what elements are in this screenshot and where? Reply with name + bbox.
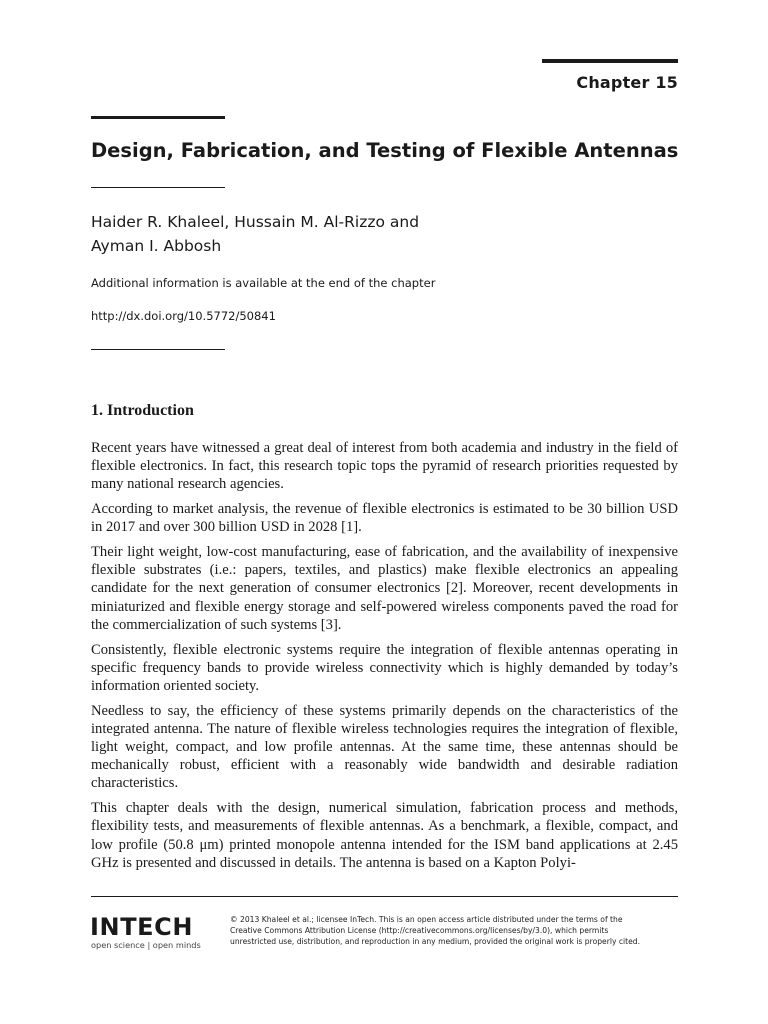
paragraph: Needless to say, the efficiency of these systems primarily depends on the characteristics of the integrated antenna. The nature of flexible wireless technologies requires the integration of flexible, light weight, compact, and low profile antennas. At the same time, these antennas should be mechanically robust, efficient with a reasonably wide bandwidth and desirable radiation characteristics. <box>91 702 678 792</box>
paragraph: Recent years have witnessed a great deal of interest from both academia and industry in the field of flexible electronics. In fact, this research topic tops the pyramid of research priorities requested by many national research agencies. <box>91 440 678 493</box>
intech-logo: INTECH <box>90 913 194 941</box>
paragraph: This chapter deals with the design, numerical simulation, fabrication process and methods, flexibility tests, and measurements of flexible antennas. As a benchmark, a flexible, compact, and low profile (50.8 μm) printed monopole antenna intended for the ISM band applications at 2.45 GHz is presented and discussed in details. The antenna is based on a Kapton Polyi- <box>91 800 678 871</box>
body-text <box>91 439 678 878</box>
title-divider <box>91 187 225 188</box>
paragraph: Their light weight, low-cost manufacturing, ease of fabrication, and the availability of inexpensive flexible substrates (i.e.: papers, textiles, and plastics) make flexible electronics an appealing candidate for the next generation of consumer electronics [2]. Moreover, recent developments in miniaturized and flexible energy storage and self-powered wireless components paved the road for the commercialization of such systems [3]. <box>91 544 678 633</box>
paragraph: According to market analysis, the revenue of flexible electronics is estimated to be 30 billion USD in 2017 and over 300 billion USD in 2028 [1]. <box>91 501 678 536</box>
section-heading: 1. Introduction <box>91 402 194 419</box>
paragraph: Consistently, flexible electronic systems require the integration of flexible antennas operating in specific frequency bands to provide wireless connectivity which is highly demanded by today’s information oriented society. <box>91 641 678 694</box>
author-line: Haider R. Khaleel, Hussain M. Al-Rizzo and <box>91 213 420 231</box>
info-divider <box>91 349 225 350</box>
author-list <box>91 210 611 258</box>
chapter-label: Chapter 15 <box>576 73 678 92</box>
intech-tagline: open science | open minds <box>91 940 201 950</box>
article-title: Design, Fabrication, and Testing of Flexible Antennas <box>91 139 679 162</box>
footer-divider <box>91 896 678 897</box>
license-line: unrestricted use, distribution, and reproduction in any medium, provided the original work is properly cited. <box>230 937 641 946</box>
additional-info-note: Additional information is available at the end of the chapter <box>91 276 436 290</box>
chapter-bar <box>542 59 678 63</box>
doi-link[interactable]: http://dx.doi.org/10.5772/50841 <box>91 309 276 323</box>
author-line: Ayman I. Abbosh <box>91 237 222 255</box>
license-notice <box>230 914 680 947</box>
license-line: Creative Commons Attribution License (http://creativecommons.org/licenses/by/3.0), which permits <box>230 926 609 935</box>
title-bar <box>91 116 225 119</box>
license-line: © 2013 Khaleel et al.; licensee InTech. This is an open access article distributed under the terms of the <box>230 915 623 924</box>
